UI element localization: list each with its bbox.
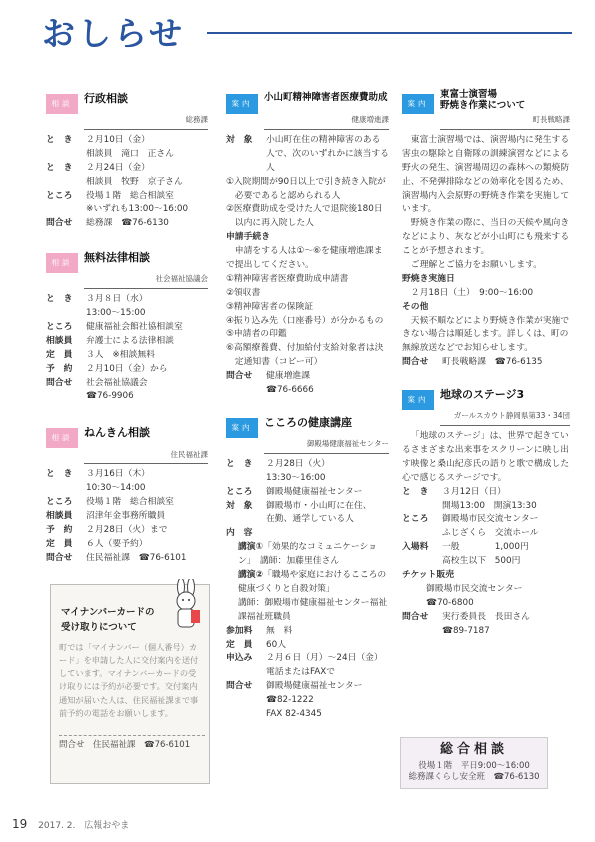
info-table <box>46 468 208 565</box>
card-org: 社会福祉協議会 <box>155 274 208 284</box>
info-row <box>46 496 208 510</box>
sogo-line: 総務課くらし安全班 ☎76-6130 <box>408 772 540 782</box>
card-nenkin <box>46 424 208 565</box>
category-tag: 相談 <box>46 253 78 273</box>
info-value: 役場１階 総合相談室 <box>86 190 174 201</box>
page-title: おしらせ <box>42 14 186 53</box>
category-tag: 相談 <box>46 94 78 114</box>
card-title: 行政相談 <box>84 92 128 105</box>
info-row <box>46 190 208 218</box>
info-table <box>46 134 208 231</box>
info-row <box>46 321 208 335</box>
card-header <box>226 414 389 454</box>
info-label: ところ <box>46 497 73 508</box>
sogo-title: 総合相談 <box>439 742 508 757</box>
info-label: 相談員 <box>46 335 73 346</box>
publication-name: 広報おやま <box>84 821 130 831</box>
info-value: ２月24日（金） <box>86 162 150 173</box>
category-tag: 相談 <box>46 428 78 448</box>
category-tag: 案内 <box>226 418 258 438</box>
info-label: と き <box>46 294 73 305</box>
header-rule <box>84 288 208 289</box>
card-org: ガールスカウト静岡県第33・34団 <box>453 411 570 421</box>
card-org: 総務課 <box>185 115 208 125</box>
info-table <box>46 293 208 404</box>
mynumber-heading: マイナンバーカードの 受け取りについて <box>61 607 155 634</box>
column-right <box>402 90 570 639</box>
card-title: 無料法律相談 <box>84 251 150 265</box>
column-left <box>46 90 208 566</box>
card-stage: 案内 地球のステージ3 ガールスカウト静岡県第33・34団 「地球のステージ」は、世界で起きているさまざまな出来事をスクリーンに映し出す映像と桑山紀彦氏の語りと歌で構成した心で感じるステージです。 と き ３月12日（日） 開場13:00 開演13:30 ところ 御殿場市民交流センター ふじざくら 交流ホール 入場料 一般 1,000円 高校生以下 500円 チケット販売 御殿場市民交流センター ☎70-6800 問合せ 実行委員長 長田さん ☎89-7187 <box>402 388 570 636</box>
category-tag: 案内 <box>402 94 434 114</box>
card-org: 健康増進課 <box>351 115 389 125</box>
info-row <box>46 363 208 377</box>
card-kokoro: 案内 こころの健康講座 御殿場健康福祉センター と き ２月28日（火） 13:30～16:00 ところ 御殿場健康福祉センター 対 象 御殿場市・小山町に在住、 在勤、通学している人 内 容 講演①「効果的なコミュニケーション」 講師：加藤里佳さん 講演②「職場や家庭におけるこころの健康づくりと自殺対策」 講師：御殿場市健康福祉センター福祉課福祉班職員 参加料 無 料 定 員 60人 申込み ２月６日（月）～24日（金） 電話またはFAXで 問合せ 御殿場健康福祉センター ☎82-1222 FAX 82-4345 <box>226 415 389 719</box>
info-value: 役場１階 総合相談室 <box>86 497 174 508</box>
title-rule <box>207 32 572 34</box>
info-value: ２月10日（金）から <box>86 363 168 374</box>
info-value: ※いずれも13:00～16:00 <box>86 204 189 215</box>
card-title: ねんきん相談 <box>84 426 150 440</box>
info-value: ３月８日（水） <box>86 294 148 305</box>
card-header <box>226 90 389 130</box>
header-rule <box>440 129 570 130</box>
info-value: ６人（要予約） <box>86 538 148 549</box>
info-label: ところ <box>46 190 73 201</box>
info-label: 予 約 <box>46 363 73 374</box>
header-rule <box>440 425 570 426</box>
sogo-soudan-box <box>400 737 548 789</box>
info-row <box>46 134 208 162</box>
card-title: 小山町精神障害者医療費助成 <box>264 92 388 103</box>
card-noyaki: 案内 東富士演習場 野焼き作業について 町長戦略課 東富士演習場では、演習場内に発生する害虫の駆除と自衛隊の訓練演習などによる野火の発生、演習場周辺の森林への類焼防止、不発弾排除などの効率化を図るため、演習場内入会原野の野焼き作業を実施しています。 野焼き作業の際に、当日の天候や風向きなどにより、灰などが小山町にも飛来することが予想されます。 ご理解とご協力をお願いします。 野焼き実施日 ２月18日（土） 9:00～16:00 その他 天候不順などにより野焼き作業が実施できない場合は順延します。詳しくは、町の無線放送などでお知らせします。 問合せ 町長戦略課 ☎76-6135 <box>402 89 570 368</box>
info-value: 沼津年金事務所職員 <box>86 511 166 522</box>
card-org: 住民福祉課 <box>170 449 208 459</box>
card-header <box>46 249 208 289</box>
info-label: 予 約 <box>46 524 73 535</box>
info-row <box>46 510 208 524</box>
page-number: 19 <box>12 817 28 831</box>
info-row <box>46 217 208 231</box>
info-label: 問合せ <box>46 552 73 563</box>
info-row <box>46 552 208 566</box>
info-value: 弁護士による法律相談 <box>86 335 174 346</box>
card-org: 町長戦略課 <box>532 115 570 125</box>
info-row <box>46 524 208 538</box>
info-row <box>46 293 208 321</box>
card-org: 御殿場健康福祉センター <box>306 439 389 449</box>
info-row <box>46 349 208 363</box>
header-rule <box>264 129 389 130</box>
card-title: 地球のステージ3 <box>440 388 525 402</box>
info-label: と き <box>46 469 73 480</box>
info-value: 13:00～15:00 <box>86 308 146 319</box>
info-value: 社会福祉協議会 <box>86 377 148 388</box>
info-value: 相談員 滝口 正さん <box>86 148 174 159</box>
info-label: 問合せ <box>46 218 73 229</box>
mascot-icon <box>169 579 205 633</box>
card-header <box>46 90 208 130</box>
info-value: 住民福祉課 ☎76-6101 <box>86 552 187 563</box>
info-value: ３月16日（木） <box>86 469 150 480</box>
divider <box>59 735 205 736</box>
info-value: 健康福祉会館社協相談室 <box>86 322 183 333</box>
info-value: 10:30～14:00 <box>86 483 146 494</box>
info-label: 相談員 <box>46 511 73 522</box>
card-horitsu <box>46 249 208 404</box>
info-value: ３人 ※相談無料 <box>86 349 155 360</box>
category-tag: 案内 <box>226 94 258 114</box>
info-label: 定 員 <box>46 349 73 360</box>
info-value: ☎76-9906 <box>86 391 134 402</box>
issue-date: 2017. 2. <box>38 821 76 831</box>
info-row <box>46 162 208 190</box>
info-value: 総務課 ☎76-6130 <box>86 218 169 229</box>
header-rule <box>264 453 389 454</box>
sogo-line: 役場１階 平日9:00～16:00 <box>418 760 530 771</box>
info-row <box>46 335 208 349</box>
mynumber-box <box>50 584 210 784</box>
info-value: ２月10日（金） <box>86 135 150 145</box>
card-josei: 案内 小山町精神障害者医療費助成 健康増進課 対 象 小山町在住の精神障害のある人で、次のいずれかに該当する人 ①入院期間が90日以上で引き続き入院が必要であると認められる人 ②医療費助成を受けた人で退院後180日以内に再入院した人 申請手続き 申請をする人は①～⑥を健康増進課まで提出してください。 ①精神障害者医療費助成申請書 ②領収書 ③精神障害者の保険証 ④振り込み先（口座番号）が分かるもの ⑤申請者の印鑑 ⑥高額療養費、付加給付支給対象者は決定通知書（コピー可） 問合せ 健康増進課 ☎76-6666 <box>226 92 389 396</box>
info-row <box>46 377 208 405</box>
info-value: ２月28日（火）まで <box>86 524 168 535</box>
card-title: 東富士演習場 野焼き作業について <box>440 89 526 112</box>
info-label: 定 員 <box>46 538 73 549</box>
mynumber-body: 町では「マイナンバー（個人番号）カード」を申請した人に交付案内を送付しています。マイナンバーカードの受け取りには予約が必要です。交付案内通知が届いた人は、住民福祉課まで事前予約の電話をお願いします。 <box>59 642 199 718</box>
info-label: と き <box>46 135 73 145</box>
card-header <box>46 424 208 464</box>
info-label: ところ <box>46 322 73 333</box>
card-header <box>402 90 570 130</box>
page-footer <box>12 815 129 834</box>
info-label: 問合せ <box>46 377 73 388</box>
header-rule <box>84 129 208 130</box>
card-gyosei <box>46 90 208 231</box>
category-tag: 案内 <box>402 390 434 410</box>
info-value: 相談員 牧野 京子さん <box>86 176 183 187</box>
header-rule <box>84 463 208 464</box>
info-label: と き <box>46 162 73 173</box>
card-header <box>402 386 570 426</box>
card-title: こころの健康講座 <box>264 415 352 429</box>
info-row <box>46 468 208 496</box>
info-row <box>46 538 208 552</box>
column-middle <box>226 90 389 722</box>
mynumber-contact: 問合せ 住民福祉課 ☎76-6101 <box>59 740 191 750</box>
